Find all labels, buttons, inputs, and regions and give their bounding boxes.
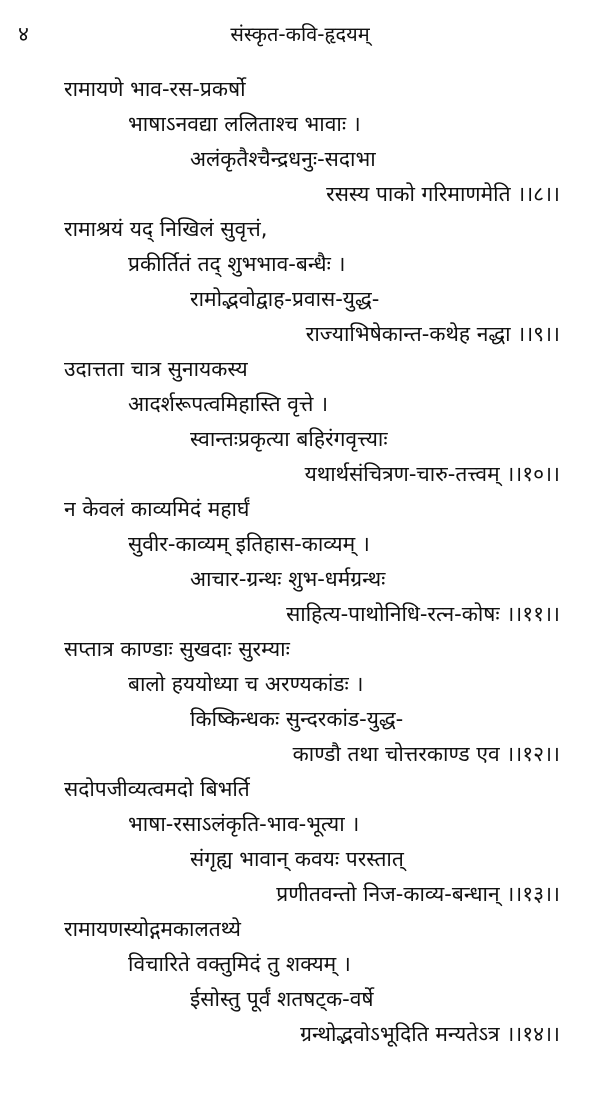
verse-line: रामायणे भाव-रस-प्रकर्षो	[64, 77, 246, 101]
verse-line: भाषा-रसाऽलंकृति-भाव-भूत्या ।	[128, 812, 360, 836]
stanza-9	[0, 212, 600, 352]
verse-line: ग्रन्थोद्भवोऽभूदिति मन्यतेऽत्र ।।१४।।	[300, 1022, 560, 1046]
verse-line: अलंकृतैश्चैन्द्रधनुः-सदाभा	[190, 147, 376, 171]
verse-line: साहित्य-पाथोनिधि-रत्न-कोषः ।।११।।	[286, 602, 560, 626]
verse-line: सप्तात्र काण्डाः सुखदाः सुरम्याः	[64, 637, 290, 661]
stanza-14	[0, 912, 600, 1052]
verse-line: रामायणस्योद्गमकालतथ्ये	[64, 917, 241, 941]
stanza-10	[0, 352, 600, 492]
verse-line: रामाश्रयं यद् निखिलं सुवृत्तं,	[64, 217, 268, 241]
verse-line: काण्डौ तथा चोत्तरकाण्ड एव ।।१२।।	[292, 742, 560, 766]
stanza-12	[0, 632, 600, 772]
verse-line: राज्याभिषेकान्त-कथेह नद्धा ।।९।।	[305, 322, 560, 346]
verse-line: रामोद्भवोद्वाह-प्रवास-युद्ध-	[190, 287, 380, 311]
verse-line: किष्किन्धकः सुन्दरकांड-युद्ध-	[190, 707, 404, 731]
stanza-13	[0, 772, 600, 912]
verse-body	[0, 72, 600, 1052]
verse-line: उदात्तता चात्र सुनायकस्य	[64, 357, 248, 381]
verse-line: सुवीर-काव्यम् इतिहास-काव्यम् ।	[128, 532, 370, 556]
stanza-8	[0, 72, 600, 212]
verse-line: न केवलं काव्यमिदं महार्घं	[64, 497, 250, 521]
verse-line: यथार्थसंचित्रण-चारु-तत्त्वम् ।।१०।।	[304, 462, 560, 486]
verse-line: स्वान्तःप्रकृत्या बहिरंगवृत्त्याः	[190, 427, 388, 451]
page-number: ४	[18, 22, 29, 46]
verse-line: ईसोस्तु पूर्वं शतषट्क-वर्षे	[190, 987, 374, 1011]
verse-line: प्रकीर्तितं तद् शुभभाव-बन्धैः ।	[128, 252, 346, 276]
verse-line: विचारिते वक्तुमिदं तु शक्यम् ।	[128, 952, 351, 976]
stanza-11	[0, 492, 600, 632]
verse-line: सदोपजीव्यत्वमदो बिभर्ति	[64, 777, 250, 801]
running-title: संस्कृत-कवि-हृदयम्	[230, 22, 370, 46]
verse-line: आदर्शरूपत्वमिहास्ति वृत्ते ।	[128, 392, 329, 416]
verse-line: आचार-ग्रन्थः शुभ-धर्मग्रन्थः	[190, 567, 386, 591]
verse-line: संगृह्य भावान् कवयः परस्तात्	[190, 847, 404, 871]
verse-line: भाषाऽनवद्या ललिताश्च भावाः ।	[128, 112, 361, 136]
page-header	[0, 14, 600, 50]
verse-line: प्रणीतवन्तो निज-काव्य-बन्धान् ।।१३।।	[276, 882, 560, 906]
verse-line: बालो हययोध्या च अरण्यकांडः ।	[128, 672, 364, 696]
verse-line: रसस्य पाको गरिमाणमेति ।।८।।	[326, 182, 560, 206]
